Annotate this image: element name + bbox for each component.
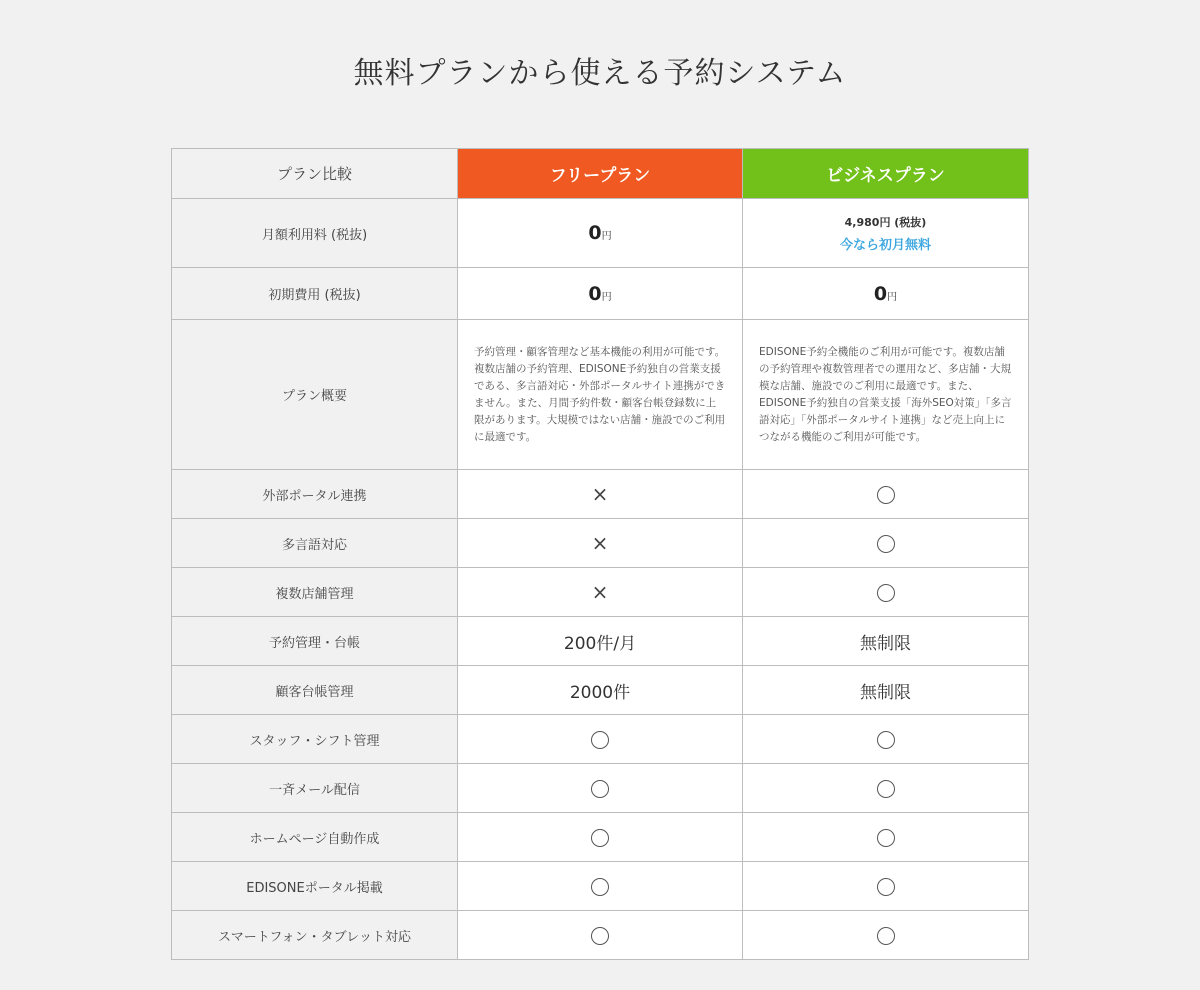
price-value: 0 — [588, 222, 602, 244]
price-value: 0 — [588, 282, 602, 305]
available-circle-icon — [877, 780, 895, 798]
limit-value: 無制限 — [860, 633, 911, 654]
feature-row — [172, 764, 1029, 813]
free-plan-value — [458, 813, 743, 862]
feature-label: スタッフ・シフト管理 — [172, 715, 458, 764]
feature-label: 外部ポータル連携 — [172, 470, 458, 519]
available-circle-icon — [877, 535, 895, 553]
limit-value: 無制限 — [860, 682, 911, 703]
business-plan-value — [743, 911, 1029, 960]
currency-unit: 円 — [601, 231, 612, 242]
free-plan-value — [458, 862, 743, 911]
plan-description: 予約管理・顧客管理など基本機能の利用が可能です。複数店舗の予約管理、EDISONE予約独自の営業支援である、多言語対応・外部ポータルサイト連携ができません。また、月間予約件数・顧客台帳登録数に上限があります。大規模ではない店舗・施設でのご利用に最適です。 — [474, 345, 726, 443]
feature-label: ホームページ自動作成 — [172, 813, 458, 862]
free-plan-value — [458, 715, 743, 764]
feature-row — [172, 715, 1029, 764]
feature-row — [172, 813, 1029, 862]
unavailable-cross-icon: × — [591, 530, 609, 555]
free-plan-value — [458, 764, 743, 813]
feature-row — [172, 470, 1029, 519]
available-circle-icon — [877, 878, 895, 896]
feature-label: EDISONEポータル掲載 — [172, 862, 458, 911]
plan-description: EDISONE予約全機能のご利用が可能です。複数店舗の予約管理や複数管理者での運用など、多店舗・大規模な店舗、施設でのご利用に最適です。また、EDISONE予約独自の営業支援「海外SEO対策」「多言語対応」「外部ポータルサイト連携」など売上向上につながる機能のご利用が可能です。 — [759, 345, 1012, 443]
available-circle-icon — [877, 927, 895, 945]
available-circle-icon — [877, 584, 895, 602]
unavailable-cross-icon: × — [591, 579, 609, 604]
free-plan-value — [458, 617, 743, 666]
feature-label: 予約管理・台帳 — [172, 617, 458, 666]
available-circle-icon — [877, 731, 895, 749]
price-value: 0 — [873, 282, 888, 305]
business-plan-value — [743, 519, 1029, 568]
overview-row — [172, 320, 1029, 470]
row-label: 初期費用 (税抜) — [172, 268, 458, 320]
limit-value: 2000件 — [569, 682, 631, 703]
business-plan-value — [743, 617, 1029, 666]
free-initial-fee — [458, 268, 743, 320]
feature-row — [172, 519, 1029, 568]
free-plan-value — [458, 470, 743, 519]
free-monthly-fee — [458, 199, 743, 268]
available-circle-icon — [591, 878, 609, 896]
feature-row — [172, 911, 1029, 960]
currency-unit: 円 — [601, 291, 612, 303]
row-label: 月額利用料 (税抜) — [172, 199, 458, 268]
available-circle-icon — [877, 829, 895, 847]
header-label: プラン比較 — [172, 149, 458, 199]
free-plan-value — [458, 568, 743, 617]
unavailable-cross-icon: × — [591, 481, 609, 506]
available-circle-icon — [877, 486, 895, 504]
limit-value: 200件/月 — [563, 633, 637, 654]
available-circle-icon — [591, 780, 609, 798]
business-plan-value — [743, 715, 1029, 764]
row-label: プラン概要 — [172, 320, 458, 470]
business-price: 4,980円 (税抜) — [844, 215, 927, 229]
business-plan-value — [743, 470, 1029, 519]
promo-text: 今なら初月無料 — [839, 237, 931, 253]
available-circle-icon — [591, 829, 609, 847]
business-overview — [743, 320, 1029, 470]
business-monthly-fee — [743, 199, 1029, 268]
feature-label: 複数店舗管理 — [172, 568, 458, 617]
free-overview — [458, 320, 743, 470]
free-plan-value — [458, 666, 743, 715]
feature-row — [172, 862, 1029, 911]
business-initial-fee — [743, 268, 1029, 320]
page-title: 無料プランから使える予約システム — [353, 56, 847, 91]
business-plan-value — [743, 568, 1029, 617]
business-plan-header: ビジネスプラン — [743, 149, 1029, 199]
header-row — [172, 149, 1029, 199]
business-plan-value — [743, 862, 1029, 911]
free-plan-value — [458, 911, 743, 960]
feature-label: スマートフォン・タブレット対応 — [172, 911, 458, 960]
plan-comparison-table — [171, 148, 1029, 960]
business-plan-value — [743, 666, 1029, 715]
feature-row — [172, 568, 1029, 617]
business-plan-value — [743, 813, 1029, 862]
free-plan-header: フリープラン — [458, 149, 743, 199]
business-plan-value — [743, 764, 1029, 813]
currency-unit: 円 — [887, 291, 898, 303]
feature-label: 一斉メール配信 — [172, 764, 458, 813]
initial-fee-row — [172, 268, 1029, 320]
feature-row — [172, 617, 1029, 666]
available-circle-icon — [591, 927, 609, 945]
monthly-fee-row — [172, 199, 1029, 268]
feature-label: 顧客台帳管理 — [172, 666, 458, 715]
feature-label: 多言語対応 — [172, 519, 458, 568]
feature-row — [172, 666, 1029, 715]
free-plan-value — [458, 519, 743, 568]
available-circle-icon — [591, 731, 609, 749]
